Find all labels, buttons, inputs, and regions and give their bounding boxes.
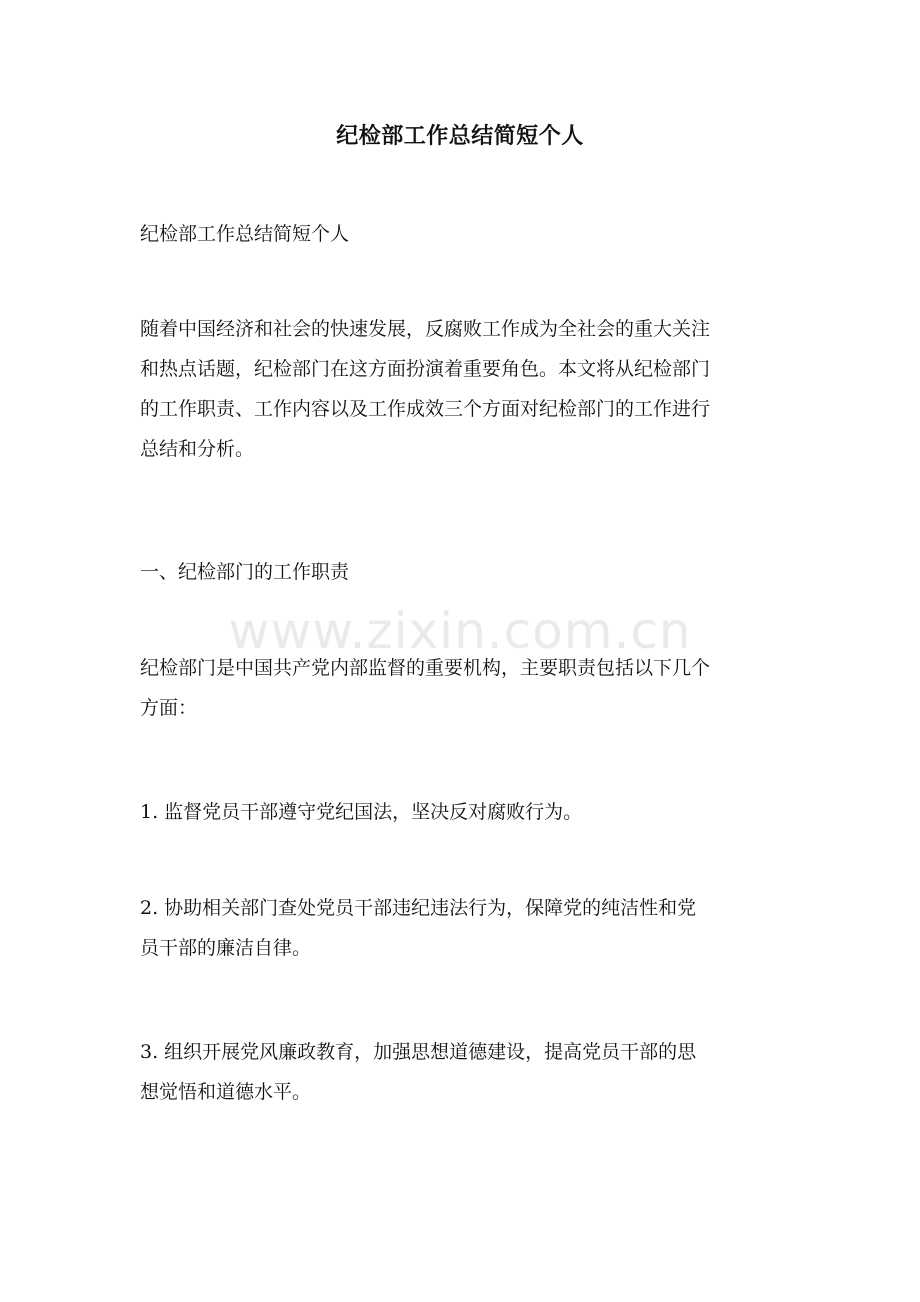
document-title: 纪检部工作总结简短个人	[336, 123, 584, 149]
paragraph-line: 的工作职责、工作内容以及工作成效三个方面对纪检部门的工作进行	[140, 398, 711, 420]
list-item-line: 员干部的廉洁自律。	[140, 937, 312, 959]
list-item-line: 3. 组织开展党风廉政教育，加强思想道德建设，提高党员干部的思	[140, 1041, 697, 1063]
list-item-2	[140, 888, 790, 968]
section-intro-paragraph	[140, 648, 790, 728]
list-item-1	[140, 792, 790, 832]
paragraph-line: 纪检部门是中国共产党内部监督的重要机构，主要职责包括以下几个	[140, 657, 711, 679]
document-subtitle	[140, 214, 790, 254]
paragraph-line: 方面：	[140, 697, 198, 719]
intro-paragraph	[140, 309, 790, 469]
paragraph-line: 随着中国经济和社会的快速发展，反腐败工作成为全社会的重大关注	[140, 318, 711, 340]
section-heading	[140, 552, 790, 592]
list-item-line: 想觉悟和道德水平。	[140, 1081, 312, 1103]
heading-line: 一、纪检部门的工作职责	[140, 561, 350, 583]
list-item-line: 2. 协助相关部门查处党员干部违纪违法行为，保障党的纯洁性和党	[140, 897, 697, 919]
subtitle-line: 纪检部工作总结简短个人	[140, 223, 350, 245]
paragraph-line: 总结和分析。	[140, 438, 255, 460]
watermark-text: www.zixin.com.cn	[228, 602, 692, 660]
list-item-3	[140, 1032, 790, 1112]
paragraph-line: 和热点话题，纪检部门在这方面扮演着重要角色。本文将从纪检部门	[140, 358, 711, 380]
list-item-line: 1. 监督党员干部遵守党纪国法，坚决反对腐败行为。	[140, 801, 583, 823]
